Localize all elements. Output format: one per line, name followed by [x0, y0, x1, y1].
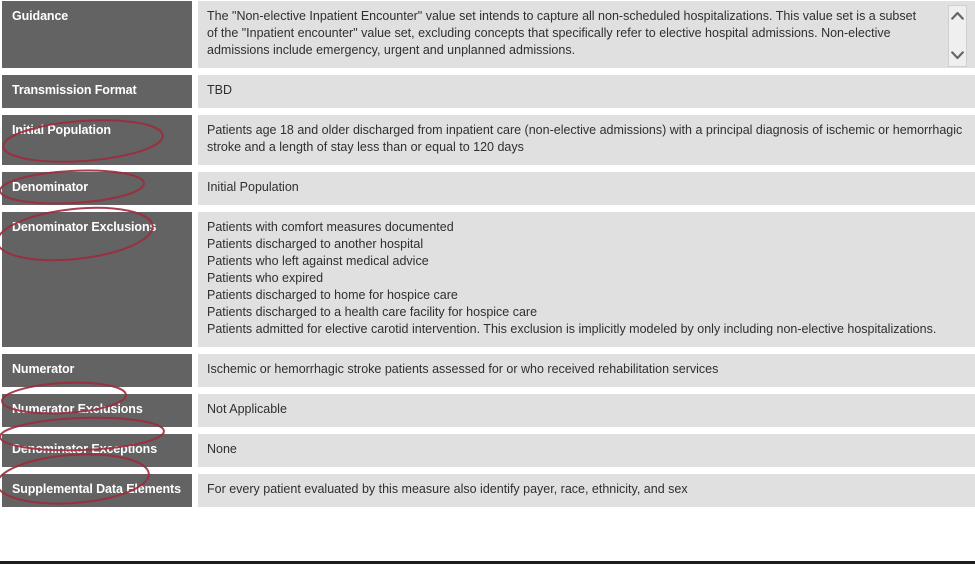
- row-content-text: [207, 361, 967, 378]
- row-content-text: [207, 122, 967, 156]
- table-row: [0, 211, 975, 347]
- content-line: None: [207, 442, 237, 456]
- content-line: Patients discharged to another hospital: [207, 237, 424, 251]
- row-label-numerator: Numerator: [0, 353, 192, 387]
- row-content-denominator-exclusions: [198, 211, 975, 347]
- content-line: Patients age 18 and older discharged from inpatient care (non-elective admissions) with a principal diagnosis of ischemic or hemorrhagic stroke and a length of stay less than or equal to 120 days: [207, 123, 963, 154]
- table-row: [0, 433, 975, 467]
- content-line: Patients admitted for elective carotid intervention. This exclusion is implicitly modeled by only including non-elective hospitalizations.: [207, 322, 937, 336]
- row-label-transmission-format: Transmission Format: [0, 74, 192, 108]
- row-label-initial-population: Initial Population: [0, 114, 192, 165]
- row-label-guidance: Guidance: [0, 0, 192, 68]
- content-line: For every patient evaluated by this measure also identify payer, race, ethnicity, and sex: [207, 482, 688, 496]
- row-content-text: [207, 179, 967, 196]
- bottom-divider-rule: [0, 561, 975, 564]
- table-row: [0, 473, 975, 507]
- row-label-denominator: Denominator: [0, 171, 192, 205]
- content-line: Patients with comfort measures documented: [207, 220, 454, 234]
- chevron-up-icon[interactable]: [951, 11, 964, 20]
- table-row: [0, 0, 975, 68]
- table-row: [0, 74, 975, 108]
- content-line: The "Non-elective Inpatient Encounter" value set intends to capture all non-scheduled hospitalizations. This value set is a subset of the "Inpatient encounter" value set, excluding concepts that specifically refer to elective hospital admissions. Non-elective admissions include emergency, urgent and unplanned admissions.: [207, 9, 917, 57]
- row-content-text: [207, 82, 967, 99]
- table-row: [0, 393, 975, 427]
- vertical-scrollbar[interactable]: [948, 5, 967, 67]
- content-line: Ischemic or hemorrhagic stroke patients assessed for or who received rehabilitation services: [207, 362, 719, 376]
- row-content-initial-population: [198, 114, 975, 165]
- chevron-down-icon[interactable]: [951, 51, 964, 60]
- row-content-transmission-format: [198, 74, 975, 108]
- content-line: Initial Population: [207, 180, 299, 194]
- row-content-text: [207, 481, 967, 498]
- row-content-denominator-exceptions: [198, 433, 975, 467]
- row-label-supplemental-data-elements: Supplemental Data Elements: [0, 473, 192, 507]
- content-line: Patients discharged to a health care facility for hospice care: [207, 305, 538, 319]
- content-line: Not Applicable: [207, 402, 287, 416]
- content-line: Patients who expired: [207, 271, 324, 285]
- content-line: Patients who left against medical advice: [207, 254, 429, 268]
- row-label-numerator-exclusions: Numerator Exclusions: [0, 393, 192, 427]
- row-label-denominator-exceptions: Denominator Exceptions: [0, 433, 192, 467]
- content-line: Patients discharged to home for hospice care: [207, 288, 458, 302]
- row-content-text: [207, 441, 967, 458]
- row-content-text: [207, 8, 967, 59]
- table-row: [0, 353, 975, 387]
- row-content-denominator: [198, 171, 975, 205]
- row-content-guidance: [198, 0, 975, 68]
- row-content-text: [207, 219, 967, 338]
- row-content-supplemental-data-elements: [198, 473, 975, 507]
- content-line: TBD: [207, 83, 232, 97]
- row-content-numerator-exclusions: [198, 393, 975, 427]
- table-row: [0, 114, 975, 165]
- row-label-denominator-exclusions: Denominator Exclusions: [0, 211, 192, 347]
- table-row: [0, 171, 975, 205]
- row-content-numerator: [198, 353, 975, 387]
- row-content-text: [207, 401, 967, 418]
